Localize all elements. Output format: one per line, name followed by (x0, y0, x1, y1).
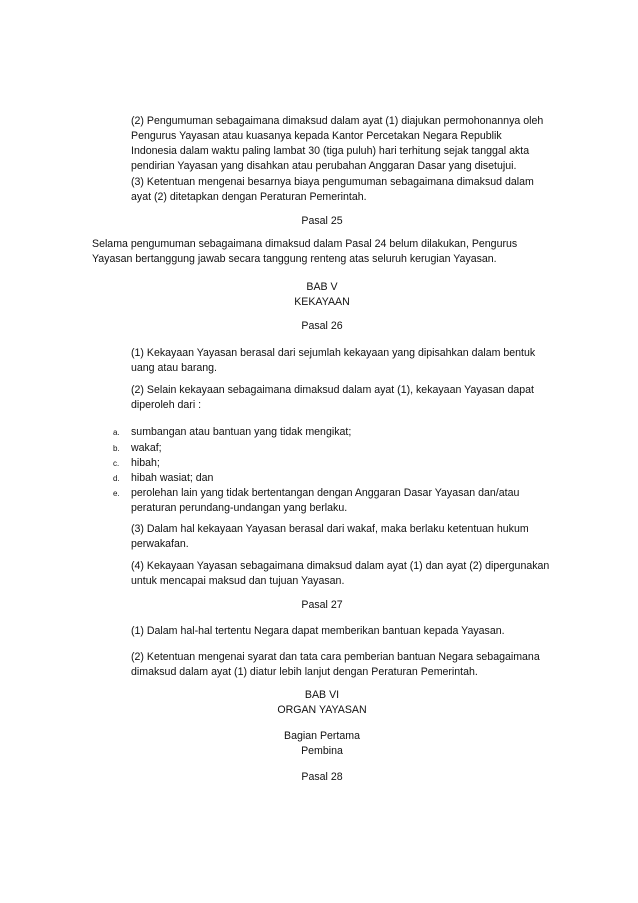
text-line: perwakafan. (131, 538, 189, 550)
text-line: hibah; (131, 457, 160, 469)
text-line: (1) Kekayaan Yayasan berasal dari sejumlah kekayaan yang dipisahkan dalam bentuk (131, 347, 536, 359)
text-line: Pengurus Yayasan atau kuasanya kepada Kantor Percetakan Negara Republik (131, 130, 502, 142)
text-line: (4) Kekayaan Yayasan sebagaimana dimaksud dalam ayat (1) dan ayat (2) dipergunakan (131, 560, 550, 572)
paragraph-pasal24-ayat2 (131, 114, 551, 174)
text-line: Selama pengumuman sebagaimana dimaksud dalam Pasal 24 belum dilakukan, Pengurus (92, 238, 518, 250)
text-line: Yayasan bertanggung jawab secara tanggung renteng atas seluruh kerugian Yayasan. (92, 253, 497, 265)
heading-kekayaan: KEKAYAAN (294, 296, 350, 308)
list-item (131, 425, 561, 440)
heading-organ-yayasan: ORGAN YAYASAN (277, 704, 367, 716)
paragraph-pasal26-ayat2 (131, 383, 551, 413)
heading-pasal-26: Pasal 26 (301, 320, 343, 332)
list-marker: e. (113, 489, 120, 498)
list-item (131, 486, 561, 516)
text-line: dimaksud dalam ayat (1) diatur lebih lanjut dengan Peraturan Pemerintah. (131, 666, 478, 678)
text-line: uang atau barang. (131, 362, 218, 374)
text-line: diperoleh dari : (131, 399, 202, 411)
list-marker: d. (113, 474, 120, 483)
text-line: sumbangan atau bantuan yang tidak mengikat; (131, 426, 352, 438)
list-marker: c. (113, 459, 120, 468)
heading-pembina: Pembina (301, 745, 343, 757)
text-line: untuk mencapai maksud dan tujuan Yayasan. (131, 575, 345, 587)
heading-pasal-25: Pasal 25 (301, 215, 343, 227)
text-line: (3) Ketentuan mengenai besarnya biaya pengumuman sebagaimana dimaksud dalam (131, 176, 534, 188)
text-line: Indonesia dalam waktu paling lambat 30 (tiga puluh) hari terhitung sejak tanggal akta (131, 145, 530, 157)
text-line: (3) Dalam hal kekayaan Yayasan berasal dari wakaf, maka berlaku ketentuan hukum (131, 523, 529, 535)
paragraph-pasal27-ayat1 (131, 624, 551, 639)
list-marker: a. (113, 428, 120, 437)
heading-pasal-27: Pasal 27 (301, 599, 343, 611)
paragraph-pasal26-ayat3 (131, 522, 551, 552)
list-item (131, 471, 561, 486)
heading-bagian-pertama: Bagian Pertama (284, 730, 360, 742)
heading-bab-vi: BAB VI (304, 689, 340, 701)
paragraph-pasal25 (92, 237, 552, 267)
text-line: ayat (2) ditetapkan dengan Peraturan Pemerintah. (131, 191, 367, 203)
heading-bab-v: BAB V (306, 281, 338, 293)
text-line: hibah wasiat; dan (131, 472, 214, 484)
text-line: (1) Dalam hal-hal tertentu Negara dapat memberikan bantuan kepada Yayasan. (131, 625, 505, 637)
paragraph-pasal27-ayat2 (131, 650, 551, 680)
text-line: (2) Selain kekayaan sebagaimana dimaksud dalam ayat (1), kekayaan Yayasan dapat (131, 384, 535, 396)
text-line: (2) Ketentuan mengenai syarat dan tata cara pemberian bantuan Negara sebagaimana (131, 651, 540, 663)
text-line: peraturan perundang-undangan yang berlaku. (131, 502, 348, 514)
paragraph-pasal26-ayat4 (131, 559, 551, 589)
text-line: wakaf; (131, 442, 162, 454)
paragraph-pasal26-ayat1 (131, 346, 551, 376)
heading-pasal-28: Pasal 28 (301, 771, 343, 783)
list-marker: b. (113, 444, 120, 453)
text-line: pendirian Yayasan yang disahkan atau perubahan Anggaran Dasar yang disetujui. (131, 160, 517, 172)
list-item (131, 441, 561, 456)
list-item (131, 456, 561, 471)
text-line: (2) Pengumuman sebagaimana dimaksud dalam ayat (1) diajukan permohonannya oleh (131, 115, 544, 127)
paragraph-pasal24-ayat3 (131, 175, 551, 205)
text-line: perolehan lain yang tidak bertentangan dengan Anggaran Dasar Yayasan dan/atau (131, 487, 520, 499)
